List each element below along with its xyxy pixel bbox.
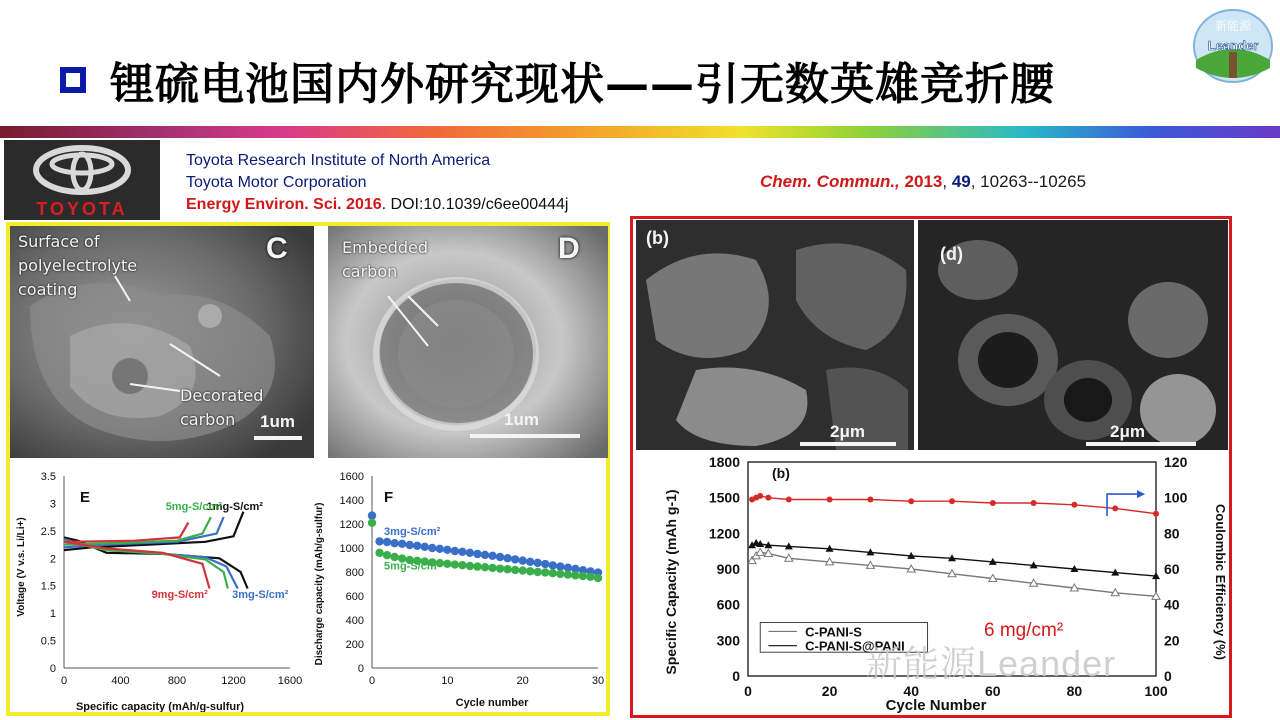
page-title: 锂硫电池国内外研究现状——引无数英雄竞折腰 [110, 59, 1055, 110]
chart-b-y2tick: 40 [1164, 596, 1180, 613]
chart-e-series-charge [64, 523, 188, 542]
chart-e-xtick: 1200 [221, 675, 246, 687]
chart-e-ytick: 3.5 [40, 471, 56, 483]
chart-b-point [1112, 505, 1118, 511]
chart-e-xtick: 800 [167, 675, 187, 687]
chart-b-xtick: 40 [903, 683, 919, 699]
chart-f-point [579, 572, 587, 580]
chart-f-point [586, 573, 594, 581]
sem-image-d-right [918, 220, 1228, 450]
chart-f-point [564, 570, 572, 578]
chart-f-xtick: 0 [368, 675, 376, 687]
reference-journal: Energy Environ. Sci. 2016 [186, 196, 382, 213]
chart-f-point [390, 539, 398, 547]
chart-f-point [428, 544, 436, 552]
logo-top-text: 新能源 [1214, 19, 1252, 33]
chart-f-point [496, 553, 504, 561]
sem-c-label-surface: Surface of polyelectrolyte coating [18, 232, 138, 299]
chart-b-xlabel: Cycle Number [885, 697, 987, 714]
scale-text-b: 2μm [830, 422, 865, 441]
scale-bar-b [800, 442, 896, 446]
chart-f-point [541, 568, 549, 576]
chart-f-point [368, 519, 376, 527]
chart-b-panel-letter: (b) [772, 465, 790, 481]
sem-image-b [636, 220, 914, 450]
chart-f-point [534, 568, 542, 576]
chart-b-point [1031, 500, 1037, 506]
chart-b-point [908, 498, 914, 504]
toyota-wordmark: TOYOTA [36, 199, 128, 219]
chart-f-point [458, 561, 466, 569]
chart-f-point [481, 551, 489, 559]
chart-f-point [451, 547, 459, 555]
chart-b-y2tick: 120 [1164, 454, 1188, 470]
chart-f-ylabel: Discharge capacity (mAh/g-sulfur) [314, 502, 325, 666]
chart-f-ytick: 1400 [339, 495, 364, 507]
chart-f-ytick: 400 [345, 615, 364, 627]
panel-letter-c: C [266, 232, 288, 265]
chart-b-xtick: 20 [821, 683, 838, 699]
chart-e-xtick: 1600 [277, 675, 303, 687]
chart-b-xtick: 0 [744, 683, 752, 699]
chart-f-point [488, 564, 496, 572]
sem-image-d [328, 226, 608, 458]
sem-d-label: Embedded carbon [342, 238, 429, 281]
toyota-logo [4, 140, 160, 220]
chart-f-ytick: 1000 [339, 543, 364, 555]
chart-b-y2label: Coulombic Efficiency (%) [1213, 503, 1228, 661]
chart-f [312, 462, 608, 712]
sem-c-label-carbon: Decorated carbon [180, 386, 264, 429]
citation-pages: , 10263--10265 [970, 172, 1087, 191]
citation [760, 172, 1086, 192]
chart-f-point [503, 565, 511, 573]
chart-f-point [473, 562, 481, 570]
chart-b-point [949, 498, 955, 504]
chart-f-point [488, 552, 496, 560]
chart-b-ytick: 900 [716, 561, 740, 577]
chart-f-point [413, 542, 421, 550]
chart-b-point [990, 500, 996, 506]
chart-b-ytick: 1500 [708, 489, 740, 506]
chart-b-legend-label: C-PANI-S [805, 624, 862, 640]
chart-e-ytick: 3 [49, 498, 56, 511]
chart-b-axis-arrow [1107, 494, 1141, 516]
chart-f-series-label: 5mg-S/cm² [384, 560, 441, 573]
scale-bar-d-right [1086, 442, 1196, 446]
chart-e-ytick: 2 [49, 553, 56, 566]
chart-f-point [481, 563, 489, 571]
chart-f-point [496, 564, 504, 572]
chart-f-xtick: 20 [516, 675, 529, 687]
chart-e-xlabel: Specific capacity (mAh/g-sulfur) [75, 701, 245, 712]
chart-b-point [827, 496, 833, 502]
chart-b-point [1071, 502, 1077, 508]
chart-f-point [466, 562, 474, 570]
scale-bar-c [254, 436, 302, 440]
affiliation-2: Toyota Motor Corporation [186, 174, 367, 191]
chart-f-point [458, 548, 466, 556]
chart-b-y2tick: 20 [1164, 632, 1180, 649]
chart-e-panel-letter: E [80, 489, 91, 506]
chart-e-series-label: 1mg-S/cm² [206, 501, 263, 514]
chart-f-point [511, 566, 519, 574]
chart-e-xtick: 400 [111, 675, 130, 687]
affiliation-1: Toyota Research Institute of North America [186, 152, 491, 169]
chart-b-point [786, 496, 792, 502]
chart-b-y2tick: 60 [1164, 561, 1180, 577]
chart-e-ytick: 1.5 [40, 580, 56, 593]
panel-letter-d: D [558, 232, 580, 265]
chart-f-point [518, 556, 526, 564]
sem-image-c [10, 226, 314, 458]
scale-text-c: 1um [260, 412, 295, 431]
logo-bottom-text: Leander [1207, 38, 1259, 53]
chart-f-point [436, 545, 444, 553]
chart-f-point [503, 554, 511, 562]
chart-b-series-line [752, 496, 1156, 514]
panel-letter-b: (b) [646, 228, 669, 248]
chart-e-series-label: 5mg-S/cm² [165, 501, 222, 514]
reference-line [186, 194, 568, 216]
brand-logo [1192, 8, 1274, 84]
chart-f-panel-letter: F [384, 489, 394, 506]
chart-b-point [1153, 511, 1159, 517]
chart-f-ytick: 0 [357, 663, 364, 675]
chart-f-point [473, 550, 481, 558]
chart-e-series-label: 3mg-S/cm² [232, 588, 289, 601]
chart-f-point [541, 560, 549, 568]
chart-f-point [466, 549, 474, 557]
chart-e-ylabel: Voltage (V v.s. Li/Li+) [16, 517, 27, 617]
scale-text-d: 1um [504, 410, 539, 429]
chart-f-ytick: 1600 [339, 471, 364, 483]
chart-f-point [549, 569, 557, 577]
chart-f-ytick: 600 [345, 591, 364, 603]
chart-b-xtick: 60 [985, 683, 1001, 699]
chart-b-annotation: 6 mg/cm² [984, 620, 1064, 641]
chart-e-ytick: 0 [49, 663, 56, 675]
chart-f-point [383, 551, 391, 559]
chart-b-ytick: 0 [732, 668, 740, 684]
chart-f-series-label: 3mg-S/cm² [384, 525, 441, 538]
chart-f-point [451, 560, 459, 568]
chart-b-point [765, 495, 771, 501]
chart-f-point [405, 541, 413, 549]
citation-journal: Chem. Commun., [760, 172, 900, 191]
chart-f-point [526, 558, 534, 566]
chart-f-xlabel: Cycle number [455, 697, 529, 709]
chart-f-point [571, 571, 579, 579]
chart-b-point [756, 548, 764, 555]
citation-year: 2013 [904, 172, 943, 191]
chart-b-y2tick: 0 [1164, 668, 1172, 684]
chart-b-ytick: 600 [716, 596, 740, 613]
chart-f-point [556, 570, 564, 578]
chart-e-ytick: 2.5 [40, 525, 56, 538]
chart-b-y2tick: 100 [1164, 489, 1188, 506]
chart-e-series-label: 9mg-S/cm² [151, 588, 208, 601]
chart-b-xtick: 80 [1066, 683, 1083, 699]
chart-f-point [443, 560, 451, 568]
chart-f-point [383, 538, 391, 546]
scale-text-d-right: 2μm [1110, 422, 1145, 441]
chart-f-point [594, 574, 602, 582]
chart-f-point [511, 555, 519, 563]
chart-f-point [549, 561, 557, 569]
chart-b-ytick: 300 [716, 632, 740, 649]
chart-f-xtick: 10 [441, 675, 454, 687]
chart-f-ytick: 800 [345, 567, 364, 579]
scale-bar-d [470, 434, 580, 438]
chart-f-ytick: 1200 [339, 519, 364, 531]
chart-f-xtick: 30 [591, 675, 605, 687]
chart-b-legend-label: C-PANI-S@PANI [805, 638, 905, 654]
chart-f-point [368, 511, 376, 519]
chart-f-point [534, 559, 542, 567]
chart-f-point [443, 546, 451, 554]
reference-doi: . DOI:10.1039/c6ee00444j [381, 196, 569, 213]
chart-e [10, 462, 310, 712]
author-info [186, 150, 568, 216]
panel-letter-d-right: (d) [940, 244, 963, 264]
chart-f-point [375, 537, 383, 545]
chart-f-point [421, 543, 429, 551]
watermark: 新能源Leander [866, 643, 1117, 684]
chart-f-point [526, 567, 534, 575]
chart-b-point [757, 493, 763, 499]
chart-b-point [867, 496, 873, 502]
citation-volume: 49 [951, 172, 971, 191]
chart-b-ylabel: Specific Capacity (mAh g-1) [663, 489, 679, 675]
citation-separator: , [942, 172, 952, 191]
chart-b-ytick: 1200 [708, 525, 740, 542]
chart-f-point [556, 562, 564, 570]
chart-f-ytick: 200 [345, 639, 364, 651]
chart-b-xtick: 100 [1144, 683, 1168, 699]
chart-b-arrow-head [1137, 490, 1145, 498]
chart-f-point [375, 549, 383, 557]
title-row [60, 48, 1055, 112]
chart-b-y2tick: 80 [1164, 525, 1180, 542]
chart-e-ytick: 0.5 [40, 635, 56, 648]
chart-b-ytick: 1800 [708, 454, 740, 470]
chart-f-point [518, 566, 526, 574]
rainbow-divider [0, 126, 1280, 138]
chart-e-ytick: 1 [49, 608, 56, 621]
chart-f-point [398, 540, 406, 548]
chart-e-xtick: 0 [60, 675, 68, 687]
bullet-square-icon [60, 67, 86, 93]
